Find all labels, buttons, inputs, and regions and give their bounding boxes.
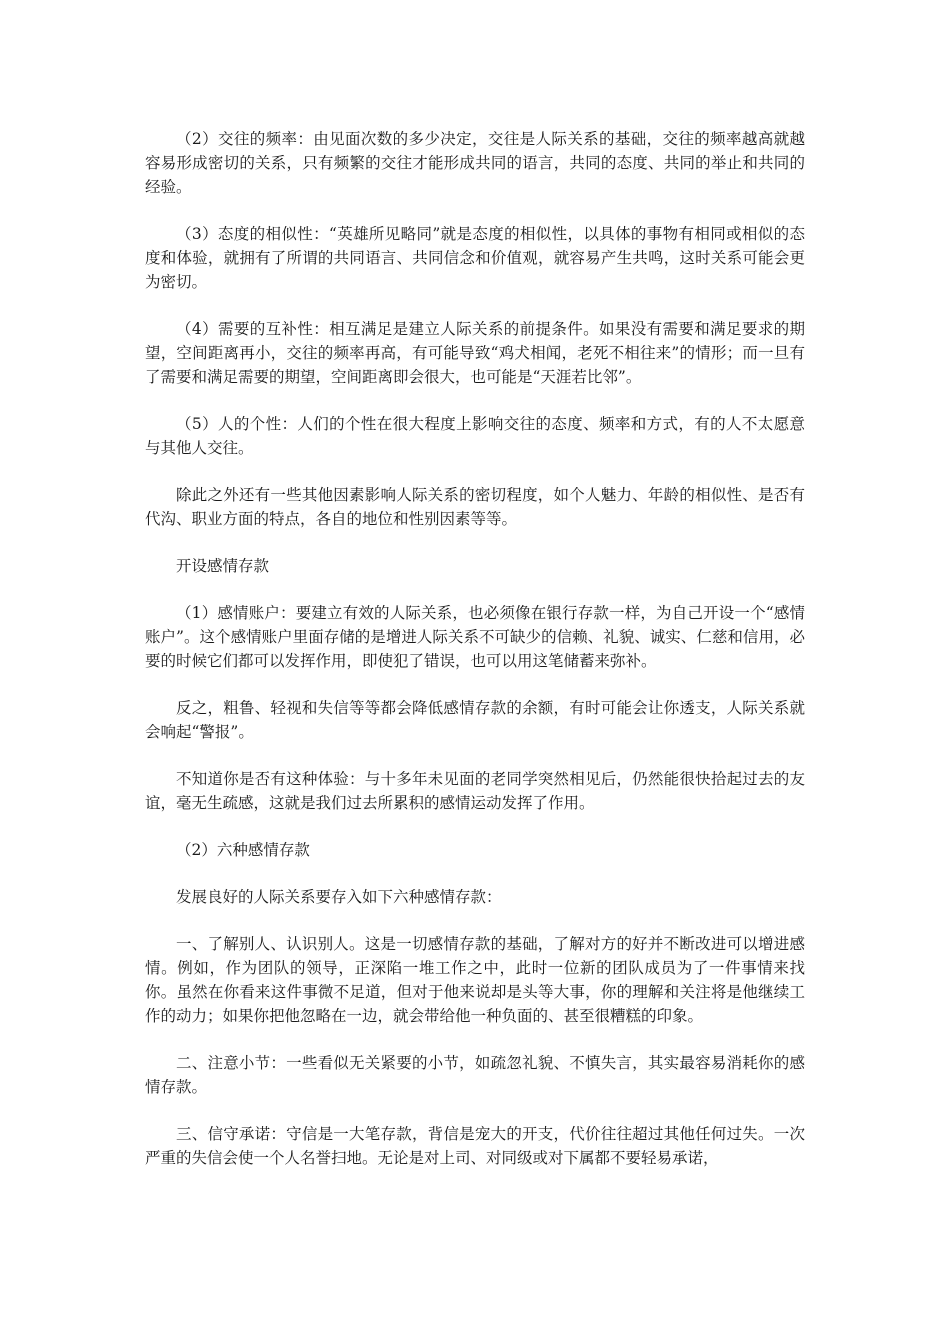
paragraph-conversely: 反之，粗鲁、轻视和失信等等都会降低感情存款的余额，有时可能会让你透支，人际关系就会响起“警报”。 [145,699,805,741]
paragraph-need-complementarity: （4）需要的互补性：相互满足是建立人际关系的前提条件。如果没有需要和满足要求的期望，空间距离再小，交往的频率再高，有可能导致“鸡犬相闻，老死不相往来”的情形；而一旦有了需要和满足需要的期望，空间距离即会很大，也可能是“天涯若比邻”。 [145,320,805,386]
paragraph-understand-others: 一、了解别人、认识别人。这是一切感情存款的基础，了解对方的好并不断改进可以增进感情。例如，作为团队的领导，正深陷一堆工作之中，此时一位新的团队成员为了一件事情来找你。虽然在你看来这件事微不足道，但对于他来说却是头等大事，你的理解和关注将是他继续工作的动力；如果你把他忽略在一边，就会带给他一种负面的、甚至很糟糕的印象。 [145,935,805,1025]
document-body [145,127,805,1193]
paragraph-personality: （5）人的个性：人们的个性在很大程度上影响交往的态度、频率和方式，有的人不太愿意与其他人交往。 [145,415,805,457]
paragraph-six-deposits-intro: 发展良好的人际关系要存入如下六种感情存款： [176,888,502,906]
paragraph-attitude-similarity: （3）态度的相似性：“英雄所见略同”就是态度的相似性，以具体的事物有相同或相似的态度和体验，就拥有了所谓的共同语言、共同信念和价值观，就容易产生共鸣，这时关系可能会更为密切。 [145,225,805,291]
paragraph-emotional-account: （1）感情账户：要建立有效的人际关系，也必须像在银行存款一样，为自己开设一个“感情账户”。这个感情账户里面存储的是增进人际关系不可缺少的信赖、礼貌、诚实、仁慈和信用，必要的时候它们都可以发挥作用，即使犯了错误，也可以用这笔储蓄来弥补。 [145,604,805,670]
paragraph-experience: 不知道你是否有这种体验：与十多年未见面的老同学突然相见后，仍然能很快拾起过去的友谊，毫无生疏感，这就是我们过去所累积的感情运动发挥了作用。 [145,770,805,812]
section-heading-emotional-deposit: 开设感情存款 [176,557,270,575]
paragraph-attention-details: 二、注意小节：一些看似无关紧要的小节，如疏忽礼貌、不慎失言，其实最容易消耗你的感情存款。 [145,1054,805,1096]
section-heading-six-deposits: （2）六种感情存款 [176,841,310,859]
paragraph-other-factors: 除此之外还有一些其他因素影响人际关系的密切程度，如个人魅力、年龄的相似性、是否有代沟、职业方面的特点，各自的地位和性别因素等等。 [145,486,805,528]
paragraph-frequency: （2）交往的频率：由见面次数的多少决定，交往是人际关系的基础，交往的频率越高就越容易形成密切的关系，只有频繁的交往才能形成共同的语言，共同的态度、共同的举止和共同的经验。 [145,130,805,196]
paragraph-keep-promises: 三、信守承诺：守信是一大笔存款，背信是宠大的开支，代价往往超过其他任何过失。一次严重的失信会使一个人名誉扫地。无论是对上司、对同级或对下属都不要轻易承诺， [145,1125,805,1167]
